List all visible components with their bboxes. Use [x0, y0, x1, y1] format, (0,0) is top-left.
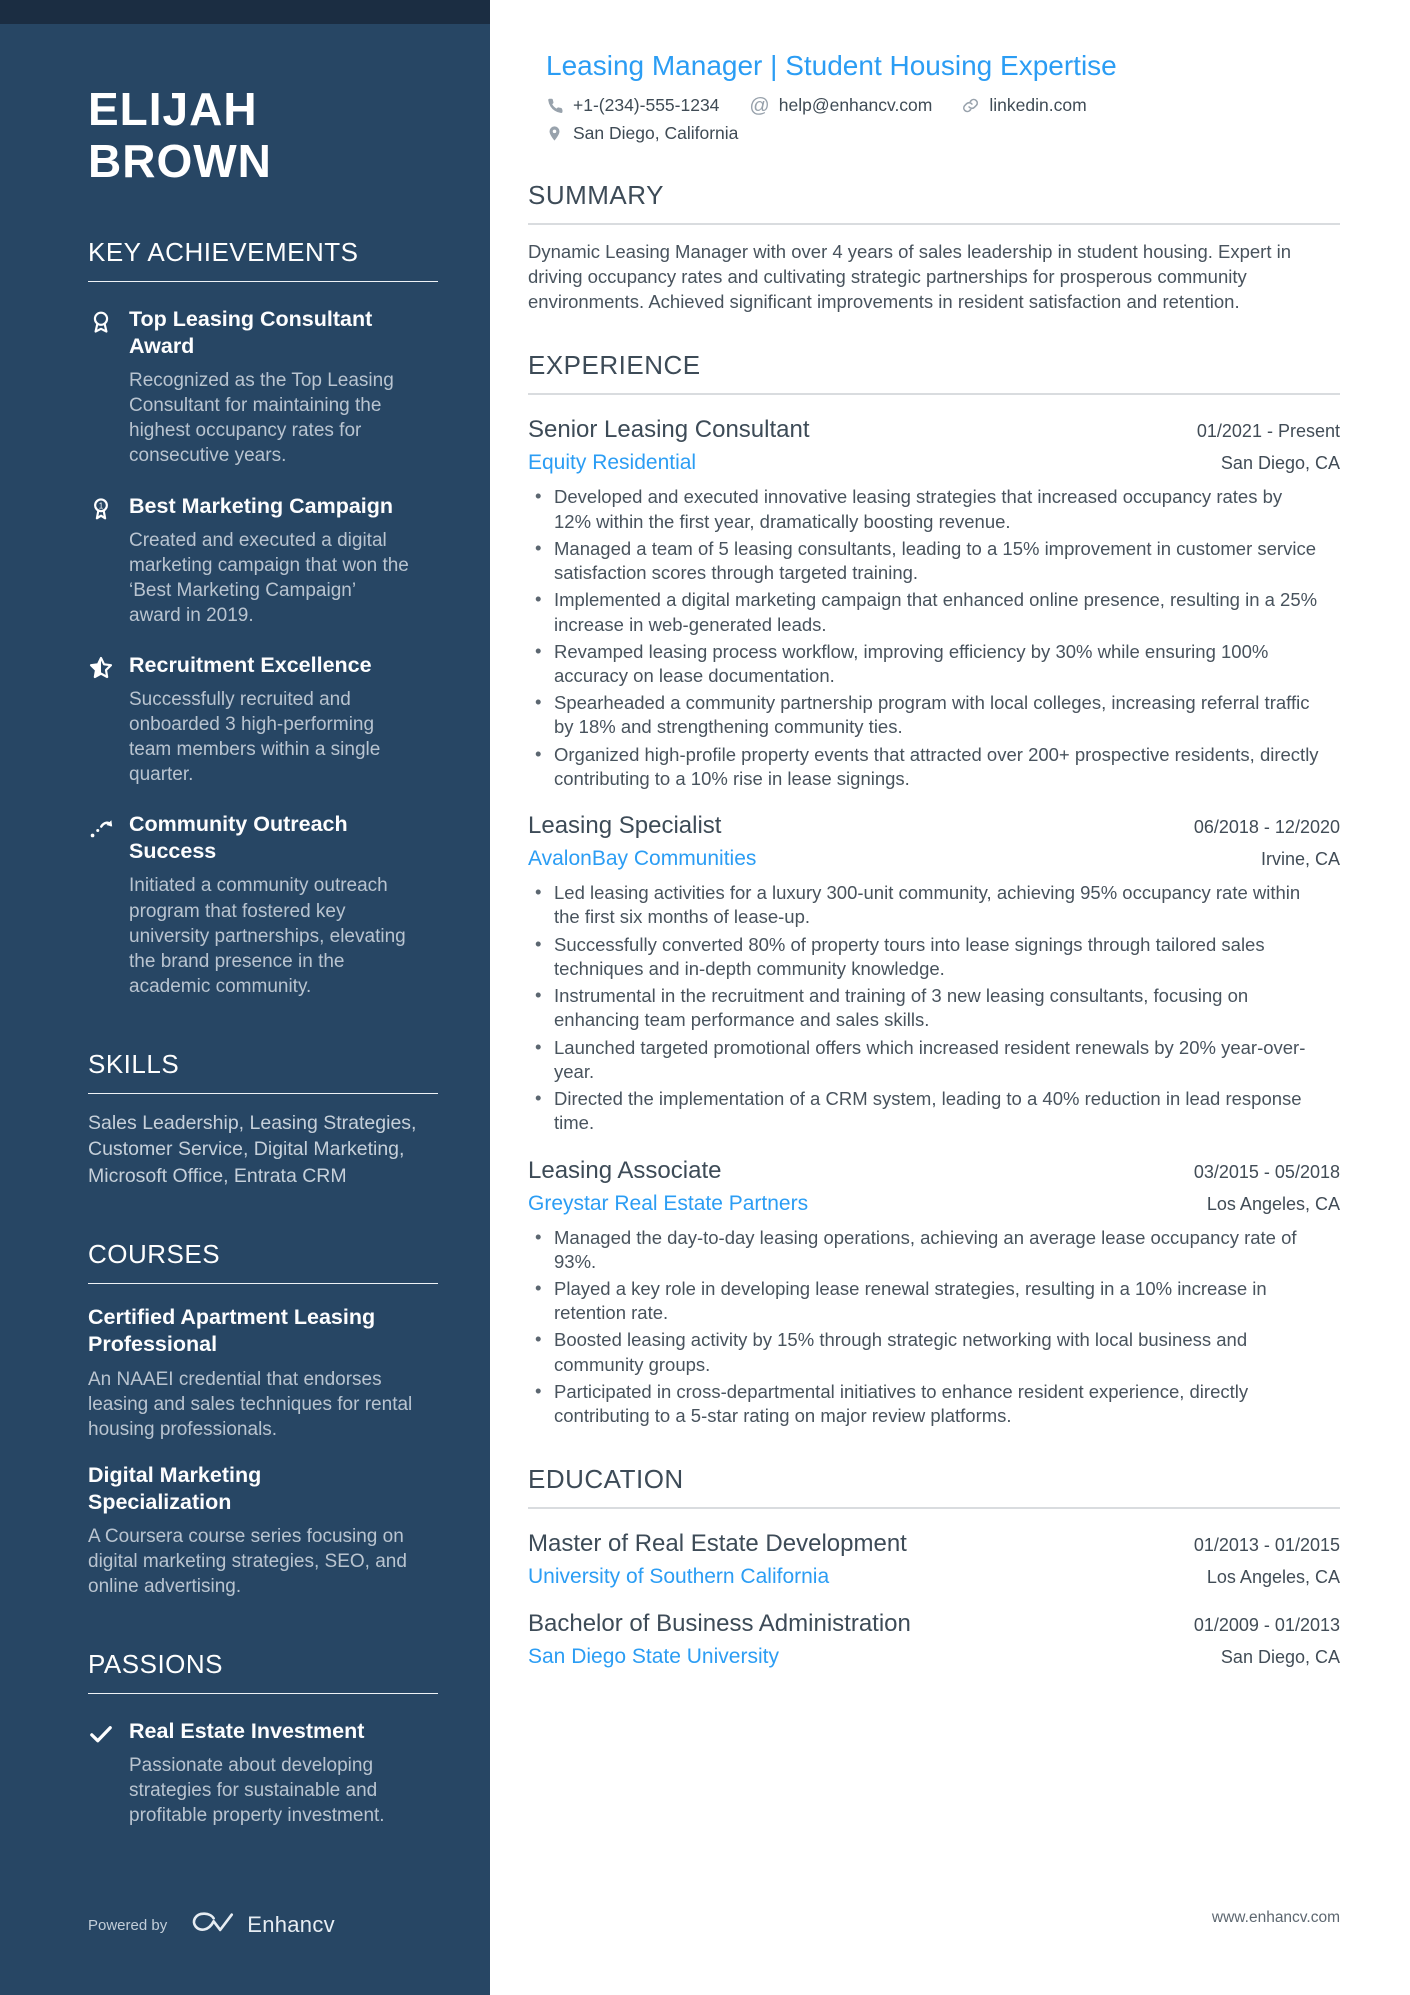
- school-row: [528, 1645, 1340, 1669]
- email-address: help@enhancv.com: [778, 95, 933, 115]
- course-description: An NAAEI credential that endorses leasing and sales techniques for rental housing professionals.: [88, 1368, 413, 1440]
- course-title: Certified Apartment Leasing Professional: [88, 1305, 376, 1357]
- achievement-item: [88, 811, 438, 999]
- enhancv-brand[interactable]: [189, 1911, 335, 1939]
- achievement-title: Best Marketing Campaign: [129, 493, 394, 518]
- svg-text:1: 1: [98, 500, 104, 510]
- powered-by-label: Powered by: [88, 1916, 168, 1934]
- at-icon: [749, 96, 769, 116]
- job-dates: 01/2021 - Present: [1196, 421, 1340, 442]
- job-bullet: • Managed a team of 5 leasing consultants, leading to a 15% improvement in customer service satisfaction scores through targeted training.: [528, 537, 1323, 585]
- job-bullet: • Led leasing activities for a luxury 300-unit community, achieving 95% occupancy rate within the first six months of lease-up.: [528, 881, 1323, 929]
- course-item: [88, 1462, 438, 1599]
- phone-contact: [546, 95, 719, 116]
- school-name[interactable]: San Diego State University: [528, 1645, 779, 1669]
- section-divider: [528, 393, 1340, 395]
- achievement-title: Community Outreach Success: [129, 812, 348, 864]
- medal-icon: [88, 496, 114, 522]
- section-divider: [88, 1283, 438, 1284]
- achievement-description: Recognized as the Top Leasing Consultant for maintaining the highest occupancy rates for consecutive years.: [129, 370, 394, 467]
- key-achievements-heading: KEY ACHIEVEMENTS: [88, 237, 359, 268]
- passions-heading: PASSIONS: [88, 1649, 224, 1680]
- degree-row: [528, 1530, 1340, 1558]
- location-contact: [546, 123, 738, 144]
- experience-entry: [528, 416, 1340, 791]
- achievement-item: [88, 306, 438, 468]
- job-bullet: • Played a key role in developing lease renewal strategies, resulting in a 10% increase in retention rate.: [528, 1277, 1323, 1325]
- passion-item: [88, 1718, 438, 1828]
- achievement-body: [129, 306, 409, 468]
- job-bullet: • Boosted leasing activity by 15% through strategic networking with local business and community groups.: [528, 1328, 1323, 1376]
- section-divider: [528, 1507, 1340, 1509]
- enhancv-logo-icon: [189, 1911, 235, 1939]
- sidebar-top-bar: [0, 0, 490, 24]
- course-item: [88, 1304, 438, 1441]
- sidebar: [0, 0, 490, 1995]
- key-achievements-section: [88, 237, 438, 999]
- company-name[interactable]: Greystar Real Estate Partners: [528, 1191, 809, 1215]
- education-entry: [528, 1610, 1340, 1669]
- section-divider: [528, 223, 1340, 225]
- company-name[interactable]: Equity Residential: [528, 451, 697, 475]
- school-name[interactable]: University of Southern California: [528, 1565, 830, 1589]
- job-bullet: • Participated in cross-departmental initiatives to enhance resident experience, directly contributing to a 5-star rating on major review platforms.: [528, 1380, 1323, 1428]
- achievement-body: [129, 811, 409, 999]
- job-title-row: [528, 1157, 1340, 1185]
- school-location: San Diego, CA: [1220, 1647, 1340, 1668]
- job-title: Leasing Associate: [528, 1156, 722, 1184]
- achievement-item: [88, 652, 438, 787]
- course-title: Digital Marketing Specialization: [88, 1462, 262, 1514]
- achievement-title: Recruitment Excellence: [129, 652, 372, 677]
- experience-section: [528, 350, 1340, 1428]
- contact-row: [546, 95, 1340, 116]
- skills-list: Sales Leadership, Leasing Strategies, Customer Service, Digital Marketing, Microsoft Office, Entrata CRM: [88, 1111, 417, 1187]
- check-icon: [88, 1721, 114, 1747]
- job-bullets: [528, 1226, 1323, 1429]
- job-bullet: • Implemented a digital marketing campaign that enhanced online presence, resulting in a 25% increase in web-generated leads.: [528, 588, 1323, 636]
- website-link[interactable]: www.enhancv.com: [1211, 1909, 1340, 1926]
- location-text: San Diego, California: [573, 123, 739, 143]
- job-company-row: [528, 1192, 1340, 1216]
- job-bullet: • Spearheaded a community partnership program with local colleges, increasing referral traffic by 18% and strengthening community ties.: [528, 691, 1323, 739]
- experience-entry: [528, 1157, 1340, 1429]
- email-contact[interactable]: [749, 95, 932, 116]
- job-bullet: • Managed the day-to-day leasing operations, achieving an average lease occupancy rate of 93%.: [528, 1226, 1323, 1274]
- main-content: [490, 0, 1410, 1995]
- job-bullet: • Revamped leasing process workflow, improving efficiency by 30% while ensuring 100% accuracy on lease documentation.: [528, 640, 1323, 688]
- achievement-item: [88, 493, 438, 628]
- job-bullet: • Organized high-profile property events that attracted over 200+ prospective residents, directly contributing to a 10% rise in lease signings.: [528, 743, 1323, 791]
- experience-entry: [528, 812, 1340, 1135]
- degree-title: Master of Real Estate Development: [528, 1530, 907, 1558]
- job-company-row: [528, 451, 1340, 475]
- link-url: linkedin.com: [989, 95, 1087, 115]
- passion-body: [129, 1718, 409, 1828]
- experience-heading: EXPERIENCE: [528, 350, 701, 381]
- link-contact[interactable]: [962, 95, 1086, 116]
- job-bullets: [528, 485, 1323, 791]
- job-title-row: [528, 416, 1340, 444]
- courses-heading: COURSES: [88, 1239, 221, 1270]
- contact-info: [546, 95, 1340, 144]
- powered-by-footer: [88, 1911, 335, 1939]
- passions-section: [88, 1649, 438, 1828]
- contact-row: [546, 123, 1340, 144]
- job-title-row: [528, 812, 1340, 840]
- job-bullet: • Launched targeted promotional offers which increased resident renewals by 20% year-over-year.: [528, 1036, 1323, 1084]
- resume-header: [528, 50, 1340, 144]
- education-dates: 01/2013 - 01/2015: [1193, 1535, 1340, 1556]
- link-icon: [962, 97, 980, 115]
- summary-heading: SUMMARY: [528, 180, 664, 210]
- section-divider: [88, 281, 438, 282]
- education-entry: [528, 1530, 1340, 1589]
- course-description: A Coursera course series focusing on digital marketing strategies, SEO, and online advertising.: [88, 1525, 407, 1598]
- award-icon: [88, 309, 114, 335]
- skills-heading: SKILLS: [88, 1048, 180, 1079]
- job-company-row: [528, 847, 1340, 871]
- achievement-description: Created and executed a digital marketing campaign that won the ‘Best Marketing Campaign’ award in 2019.: [129, 529, 409, 626]
- job-dates: 03/2015 - 05/2018: [1193, 1161, 1340, 1182]
- pin-icon: [546, 125, 564, 143]
- job-bullet: • Successfully converted 80% of property tours into lease signings through tailored sales techniques and in-depth community knowledge.: [528, 933, 1323, 981]
- candidate-name: [88, 84, 438, 187]
- school-location: Los Angeles, CA: [1206, 1567, 1340, 1588]
- education-dates: 01/2009 - 01/2013: [1193, 1615, 1340, 1636]
- achievement-body: [129, 652, 409, 787]
- section-divider: [88, 1093, 438, 1094]
- achievement-description: Successfully recruited and onboarded 3 high-performing team members within a single quarter.: [129, 688, 381, 786]
- phone-number: +1-(234)-555-1234: [573, 95, 720, 115]
- star-icon: [88, 655, 114, 681]
- education-section: [528, 1464, 1340, 1669]
- job-bullet: • Developed and executed innovative leasing strategies that increased occupancy rates by 12% within the first year, dramatically boosting revenue.: [528, 485, 1323, 533]
- summary-text: Dynamic Leasing Manager with over 4 years of sales leadership in student housing. Expert in driving occupancy rates and cultivating strategic partnerships for prosperous community environments. Achieved significant improvements in resident satisfaction and retention.: [528, 241, 1292, 312]
- passion-description: Passionate about developing strategies for sustainable and profitable property investment.: [129, 1755, 385, 1827]
- achievement-body: [129, 493, 409, 628]
- job-location: Irvine, CA: [1260, 849, 1340, 870]
- achievement-title: Top Leasing Consultant Award: [129, 307, 373, 359]
- achievement-description: Initiated a community outreach program that fostered key university partnerships, elevating the brand presence in the academic community.: [129, 875, 406, 997]
- name-line2: BROWN: [88, 134, 272, 187]
- job-bullet: • Instrumental in the recruitment and training of 3 new leasing consultants, focusing on enhancing team performance and sales skills.: [528, 984, 1323, 1032]
- company-name[interactable]: AvalonBay Communities: [528, 847, 757, 871]
- skills-section: [88, 1049, 438, 1190]
- job-headline: Leasing Manager | Student Housing Expertise: [546, 50, 1117, 81]
- degree-title: Bachelor of Business Administration: [528, 1610, 911, 1638]
- enhancv-wordmark: Enhancv: [247, 1912, 335, 1937]
- education-heading: EDUCATION: [528, 1464, 684, 1495]
- job-dates: 06/2018 - 12/2020: [1193, 817, 1340, 838]
- job-bullet: • Directed the implementation of a CRM system, leading to a 40% reduction in lead response time.: [528, 1087, 1323, 1135]
- job-title: Senior Leasing Consultant: [528, 416, 810, 444]
- courses-section: [88, 1239, 438, 1599]
- job-bullets: [528, 881, 1323, 1135]
- route-icon: [88, 814, 114, 840]
- job-location: San Diego, CA: [1220, 453, 1340, 474]
- passion-title: Real Estate Investment: [129, 1719, 365, 1744]
- job-title: Leasing Specialist: [528, 812, 722, 840]
- name-line1: ELIJAH: [88, 83, 258, 135]
- school-row: [528, 1565, 1340, 1589]
- section-divider: [88, 1693, 438, 1694]
- summary-section: [528, 180, 1340, 314]
- job-location: Los Angeles, CA: [1206, 1193, 1340, 1214]
- phone-icon: [546, 97, 564, 115]
- degree-row: [528, 1610, 1340, 1638]
